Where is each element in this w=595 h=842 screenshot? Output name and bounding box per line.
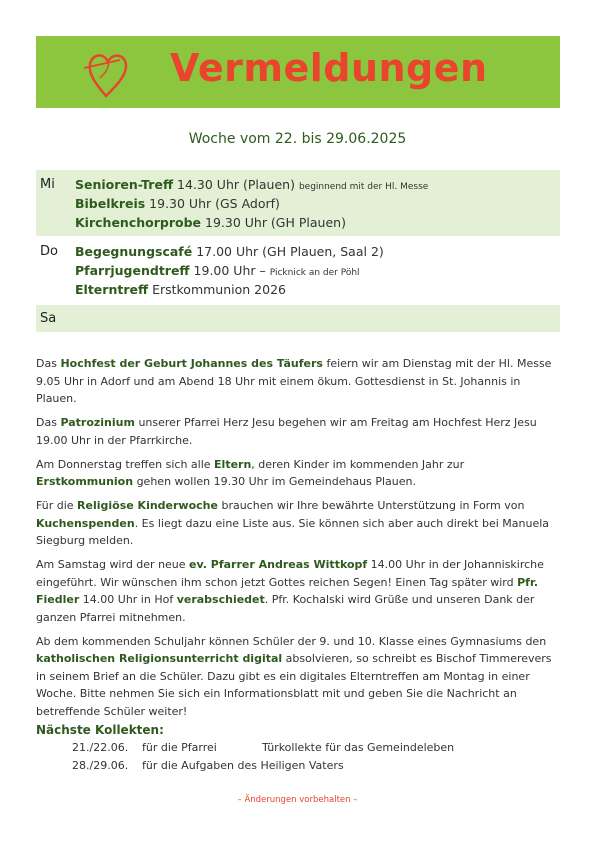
paragraph: Am Donnerstag treffen sich alle Eltern, deren Kinder im kommenden Jahr zur Erstkommunion gehen wollen 19.30 Uhr im Gemeindehaus Plauen. [36, 457, 465, 488]
schedule-item: Elterntreff Erstkommunion 2026 [75, 282, 286, 297]
paragraph: Am Samstag wird der neue ev. Pfarrer Andreas Wittkopf 14.00 Uhr in der Johanniskirche eingeführt. Wir wünschen ihm schon jetzt Gottes reichen Segen! Einen Tag später wird Pfr. Fiedler 14.00 Uhr in Hof verabschiedet. Pfr. Kochalski wird Grüße und unseren Dank der ganzen Pfarrei mitnehmen. [36, 558, 544, 624]
kollekte-purpose: für die Pfarrei [142, 741, 217, 754]
kollekten-heading: Nächste Kollekten: [36, 723, 164, 737]
schedule-item: Begegnungscafé 17.00 Uhr (GH Plauen, Saal 2) [75, 244, 384, 259]
schedule-row-do [36, 238, 560, 302]
schedule-item: Pfarrjugendtreff 19.00 Uhr – Picknick an der Pöhl [75, 263, 360, 278]
page-title: Vermeldungen [170, 46, 488, 90]
kollekte-date: 28./29.06. [72, 759, 129, 772]
schedule-item: Bibelkreis 19.30 Uhr (GS Adorf) [75, 196, 280, 211]
kollekte-extra: Türkollekte für das Gemeindeleben [262, 741, 455, 754]
day-label: Mi [40, 177, 55, 192]
kollekte-date: 21./22.06. [72, 741, 129, 754]
schedule-row-mi [36, 170, 560, 236]
heart-logo-icon [80, 44, 138, 100]
header-banner [36, 36, 560, 108]
day-label: Do [40, 244, 58, 259]
paragraph: Das Patrozinium unserer Pfarrei Herz Jesu begehen wir am Freitag am Hochfest Herz Jesu 19.00 Uhr in der Pfarrkirche. [36, 416, 537, 447]
kollekte-purpose: für die Aufgaben des Heiligen Vaters [142, 759, 344, 772]
schedule-item: Kirchenchorprobe 19.30 Uhr (GH Plauen) [75, 215, 346, 230]
schedule-item: Senioren-Treff 14.30 Uhr (Plauen) beginnend mit der Hl. Messe [75, 177, 429, 192]
paragraph: Das Hochfest der Geburt Johannes des Täufers feiern wir am Dienstag mit der Hl. Messe 9.05 Uhr in Adorf und am Abend 18 Uhr mit einem ökum. Gottesdienst in St. Johannis in Plauen. [36, 357, 552, 405]
schedule-row-sa [36, 305, 560, 332]
paragraph: Ab dem kommenden Schuljahr können Schüler der 9. und 10. Klasse eines Gymnasiums den katholischen Religionsunterricht digital absolvieren, so schreibt es Bischof Timmerevers in seinem Brief an die Schüler. Dazu gibt es ein digitales Elterntreffen am Montag in einer Woche. Bitte nehmen Sie sich ein Informationsblatt mit und geben Sie die Nachricht an betreffende Schüler weiter! [36, 634, 552, 718]
footer-note: – Änderungen vorbehalten – [237, 795, 358, 805]
day-label: Sa [40, 311, 57, 326]
announcements [36, 355, 560, 727]
paragraph: Für die Religiöse Kinderwoche brauchen wir Ihre bewährte Unterstützung in Form von Kuchenspenden. Es liegt dazu eine Liste aus. Sie können sich aber auch direkt bei Manuela Siegburg melden. [36, 499, 550, 547]
week-heading: Woche vom 22. bis 29.06.2025 [188, 131, 407, 147]
